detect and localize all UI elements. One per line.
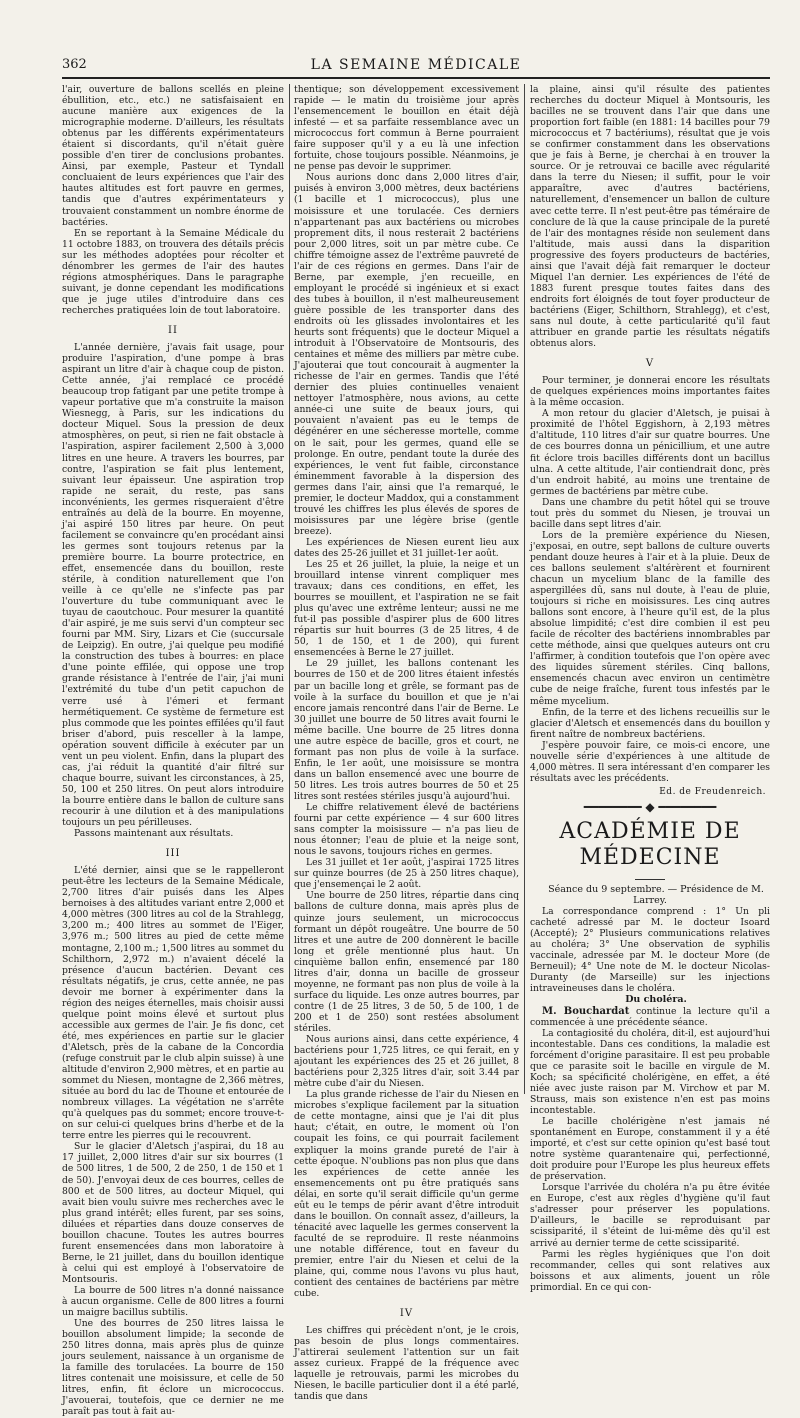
speaker-name: M. Bouchardat xyxy=(542,1005,630,1017)
paragraph: Le chiffre relativement élevé de bactériens fourni par cette expérience — 4 sur 600 litres sans compter la moisissure — n'a pas lieu de nous étonner; l'eau de pluie et la neige sont, nous le savons, toujours riches en germes. xyxy=(294,802,519,858)
paragraph: Les 25 et 26 juillet, la pluie, la neige et un brouillard intense vinrent compliquer mes travaux; dans ces conditions, en effet, les bourres se mouillent, et l'aspiration ne se fait plus qu'avec une extrême lenteur; aussi ne me fut-il pas possible d'aspirer plus de 600 litres répartis sur huit bourres (3 de 25 litres, 4 de 50, 1 de 150, et 1 de 200), qui furent ensemencées à Berne le 27 juillet. xyxy=(294,559,519,659)
column-3 xyxy=(530,84,770,1293)
section-heading: II xyxy=(168,324,178,336)
paragraph: A mon retour du glacier d'Aletsch, je puisai à proximité de l'hôtel Eggishorn, à 2,193 mètres d'altitude, 110 litres d'air sur quatre bourres. Une de ces bourres donna un pénicillium, et une autre fit éclore trois bacilles différents dont un bacillus ulna. A cette altitude, l'air contiendrait donc, près d'un endroit habité, au moins une trentaine de germes de bactériens par mètre cube. xyxy=(530,408,770,497)
paragraph-text: continue la lecture qu'il a commencée à une précédente séance. xyxy=(530,1005,770,1028)
title-rule xyxy=(635,879,665,880)
section-heading: V xyxy=(645,358,655,370)
paragraph: Le bacille cholérigène n'est jamais né spontanément en Europe, constamment il y a été importé, et c'est sur cette opinion qu'est basé tout notre système quarantenaire qui, perfectionné, doit produire pour l'Europe les plus heureux effets de préservation. xyxy=(530,1115,770,1183)
paragraph: Sur le glacier d'Aletsch j'aspirai, du 18 au 17 juillet, 2,000 litres d'air sur six bourres (1 de 500 litres, 1 de 500, 2 de 250, 1 de 150 et 1 de 50). J'envoyai deux de ces bourres, celles de 800 et de 500 litres, au docteur Miquel, qui avait bien voulu suivre mes recherches avec le plus grand intérêt; elles furent, par ses soins, diluées et réparties dans douze conserves de bouillon chacune. Toutes les autres bourres furent ensemencées dans mon laboratoire à Berne, le 21 juillet, dans du bouillon identique à celui qui est employé à l'observatoire de Montsouris. xyxy=(62,1141,284,1285)
session-line: Séance du 9 septembre. — Présidence de M. Larrey. xyxy=(548,884,764,907)
author-signature: Ed. de Freudenreich. xyxy=(659,786,766,797)
paragraph: La bourre de 500 litres n'a donné naissance à aucun organisme. Celle de 800 litres a fourni un maigre bacillus subtilis. xyxy=(62,1284,284,1319)
paragraph: Les expériences de Niesen eurent lieu aux dates des 25-26 juillet et 31 juillet-1er août. xyxy=(294,536,519,559)
paragraph: Lors de la première expérience du Niesen, j'exposai, en outre, sept ballons de culture ouverts pendant douze heures à l'air et à la pluie. Deux de ces ballons seulement s'altérèrent et fournirent chacun un mycelium blanc de la famille des aspergillées dû, sans nul doute, à l'eau de pluie, toujours si riche en moisissures. Les cinq autres ballons sont encore, à l'heure qu'il est, de la plus absolue limpidité; c'est dire combien il est peu facile de récolter des bactériens innombrables par cette méthode, ainsi que quelques auteurs ont cru l'affirmer, à condition toutefois que l'on opère avec des liquides sûrement stériles. Cinq ballons, ensemencés chacun avec environ un centimètre cube de neige fraîche, furent tous infestés par le même mycelium. xyxy=(530,529,770,707)
paragraph: la plaine, ainsi qu'il résulte des patientes recherches du docteur Miquel à Montsouris, les bacilles ne se trouvent dans l'air que dans une proportion fort faible (en 1881: 14 bacilles pour 79 micrococcus et 7 bactériums), résultat que je vois se confirmer constamment dans les observations que je fais à Berne, je cherchai à en trouver la source. Or je retrouvai ce bacille avec régularité dans la terre du Niesen; il suffit, pour le voir apparaître, avec d'autres bactériens, naturellement, d'ensemencer un ballon de culture avec cette terre. Il n'est peut-être pas téméraire de conclure de là que la cause principale de la pureté de l'air des montagnes réside non seulement dans l'altitude, mais aussi dans la disparition progressive des foyers producteurs de bactéries, ainsi que l'avait déjà fait remarquer le docteur Miquel l'an dernier. Les expériences de l'été de 1883 furent presque toutes faites dans des endroits fort éloignés de tout foyer producteur de bactériens (Eiger, Schilthorn, Strahlegg), et c'est, sans nul doute, à cette particularité qu'il faut attribuer en grande partie les résultats négatifs obtenus alors. xyxy=(530,84,770,350)
paragraph: L'année dernière, j'avais fait usage, pour produire l'aspiration, d'une pompe à bras aspirant un litre d'air à chaque coup de piston. Cette année, j'ai remplacé ce procédé beaucoup trop fatigant par une petite trompe à vapeur portative que m'a construite la maison Wiesnegg, à Paris, sur les indications du docteur Miquel. Sous la pression de deux atmosphères, on peut, si rien ne fait obstacle à l'aspiration, aspirer facilement 2,500 à 3,000 litres en une heure. A travers les bourres, par contre, l'aspiration se fait plus lentement, suivant leur épaisseur. Une aspiration trop rapide ne serait, du reste, pas sans inconvénients, les germes risqueraient d'être entraînés au delà de la bourre. En moyenne, j'ai aspiré 150 litres par heure. On peut facilement se convaincre qu'en procédant ainsi les germes sont toujours retenus par la première bourre. La bourre protectrice, en effet, ensemencée dans du bouillon, reste stérile, à condition naturellement que l'on veille à ce qu'elle ne s'infecte pas par l'ouverture du tube communiquant avec le tuyau de caoutchouc. Pour mesurer la quantité d'air aspiré, je me suis servi d'un compteur sec fourni par MM. Siry, Lizars et Cie (succursale de Leipzig). En outre, j'ai quelque peu modifié la construction des tubes à bourres: en place d'une pointe effilée, qui oppose une trop grande résistance à l'entrée de l'air, j'ai muni l'extrémité du tube d'un petit capuchon de verre usé à l'émeri et fermant hermétiquement. Ce système de fermeture est plus commode que les pointes effilées qu'il faut briser d'abord, puis resceller à la lampe, opération souvent difficile à exécuter par un vent un peu violent. Enfin, dans la plupart des cas, j'ai réduit la quantité d'air filtré sur chaque bourre, suivant les circonstances, à 25, 50, 100 et 250 litres. On peut alors introduire la bourre entière dans le ballon de culture sans recourir à une dilution et à des manipulations toujours un peu périlleuses. xyxy=(62,342,284,829)
ornament-divider: ━━━━━━━━ ◆ ━━━━━━━━ xyxy=(583,799,717,814)
paragraph: Pour terminer, je donnerai encore les résultats de quelques expériences moins importantes faites à la même occasion. xyxy=(530,375,770,409)
paragraph: Passons maintenant aux résultats. xyxy=(74,828,234,840)
paragraph: Nous aurions donc dans 2,000 litres d'air, puisés à environ 3,000 mètres, deux bactériens (1 bacille et 1 micrococcus), plus une moisissure et une torulacée. Ces derniers n'appartenant pas aux bactériens ou microbes proprement dits, il nous resterait 2 bactériens pour 2,000 litres, soit un par mètre cube. Ce chiffre témoigne assez de l'extrême pauvreté de l'air de ces régions en germes. Dans l'air de Berne, par exemple, j'en recueille, en employant le procédé si ingénieux et si exact des tubes à bouillon, il n'est malheureusement guère possible de les transporter dans des endroits où les glissades involontaires et les heurts sont fréquents) que le docteur Miquel a introduit à l'Observatoire de Montsouris, des centaines et même des milliers par mètre cube. J'ajouterai que tout concourait à augmenter la richesse de l'air en germes. Tandis que l'été dernier des pluies continuelles venaient nettoyer l'atmosphère, nous avions, au cette année-ci une suite de beaux jours, qui pouvaient n'avaient pas eu le temps de dégénérer en une sécheresse mortelle, comme on le sait, pour les germes, quand elle se prolonge. En outre, pendant toute la durée des expériences, le vent fut faible, circonstance éminemment favorable à la dispersion des germes dans l'air, ainsi que l'a remarqué, le premier, le docteur Maddox, qui a constamment trouvé les chiffres les plus élevés de spores de moisissures par une légère brise (gentle breeze). xyxy=(294,172,519,537)
paragraph: Parmi les règles hygiéniques que l'on doit recommander, celles qui sont relatives aux boissons et aux aliments, jouent un rôle primordial. En ce qui con- xyxy=(530,1248,770,1293)
paragraph: Lorsque l'arrivée du choléra n'a pu être évitée en Europe, c'est aux règles d'hygiène qu'il faut s'adresser pour préserver les populations. D'ailleurs, le bacille se reproduisant par scissiparité, il s'éteint de lui-même dès qu'il est arrivé au dernier terme de cette scissiparité. xyxy=(530,1182,770,1249)
column-2 xyxy=(294,84,519,1403)
paragraph: L'été dernier, ainsi que se le rappelleront peut-être les lecteurs de la Semaine Médicale, 2,700 litres d'air puisés dans les Alpes bernoises à des altitudes variant entre 2,000 et 4,000 mètres (300 litres au col de la Strahlegg, 3,200 m.; 400 litres au sommet de l'Eiger, 3,976 m.; 500 litres au pied de cette même montagne, 2,100 m.; 1,500 litres au sommet du Schilthorn, 2,972 m.) n'avaient décelé la présence d'aucun bactérien. Devant ces résultats négatifs, je crus, cette année, ne pas devoir me borner à expérimenter dans la région des neiges éternelles, mais choisir aussi quelque point moins élevé et surtout plus accessible aux germes de l'air. Je fis donc, cet été, mes expériences en partie sur le glacier d'Aletsch, près de la cabane de la Concordia (refuge construit par le club alpin suisse) à une altitude d'environ 2,900 mètres, et en partie au sommet du Niesen, montagne de 2,366 mètres, située au bord du lac de Thoune et entourée de nombreux villages. La végétation ne s'arrête qu'à quelques pas du sommet; encore trouve-t-on sur celui-ci quelques brins d'herbe et de la terre entre les pierres qui le recouvrent. xyxy=(62,865,284,1142)
subheading: Du choléra. xyxy=(625,994,687,1006)
page-header xyxy=(62,57,770,75)
column-separator-1 xyxy=(289,84,290,1094)
paragraph: La plus grande richesse de l'air du Niesen en microbes s'explique facilement par la situation de cette montagne, ainsi que je l'ai dit plus haut; c'était, en outre, le moment où l'on coupait les foins, ce qui pourrait facilement expliquer la moins grande pureté de l'air à cette époque. N'oublions pas non plus que dans les expériences de cette année les ensemencements ont pu être pratiqués sans délai, en sorte qu'il serait difficile qu'un germe eût eu le temps de périr avant d'être introduit dans le bouillon. On connaît assez, d'ailleurs, la ténacité avec laquelle les germes conservent la faculté de se reproduire. Il reste néanmoins une notable différence, tout en faveur du premier, entre l'air du Niesen et celui de la plaine, qui, comme nous l'avons vu plus haut, contient des centaines de bactériens par mètre cube. xyxy=(294,1089,519,1300)
paragraph: Une des bourres de 250 litres laissa le bouillon absolument limpide; la seconde de 250 litres donna, mais après plus de quinze jours seulement, naissance à un organisme de la famille des torulacées. La bourre de 150 litres contenait une moisissure, et celle de 50 litres, enfin, fit éclore un micrococcus. J'avouerai, toutefois, que ce dernier ne me paraît pas tout à fait au- xyxy=(62,1318,284,1418)
page-number: 362 xyxy=(62,57,87,72)
column-1 xyxy=(62,84,284,1418)
journal-title: LA SEMAINE MÉDICALE xyxy=(310,57,522,73)
paragraph: En se reportant à la Semaine Médicale du 11 octobre 1883, on trouvera des détails précis sur les méthodes adoptées pour récolter et dénombrer les germes de l'air des hautes régions atmosphériques. Dans le paragraphe suivant, je donne cependant les modifications que je juge utiles d'introduire dans ces recherches pratiquées loin de tout laboratoire. xyxy=(62,227,284,316)
paragraph: Dans une chambre du petit hôtel qui se trouve tout près du sommet du Niesen, je trouvai un bacille dans sept litres d'air. xyxy=(530,496,770,530)
paragraph: Enfin, de la terre et des lichens recueillis sur le glacier d'Aletsch et ensemencés dans du bouillon y firent naître de nombreux bactériens. xyxy=(530,706,770,740)
header-rule xyxy=(62,77,770,79)
paragraph: Le 29 juillet, les ballons contenant les bourres de 150 et de 200 litres étaient infestés par un bacille long et grêle, se formant pas de voile à la surface du bouillon et que je n'ai encore jamais rencontré dans l'air de Berne. Le 30 juillet une bourre de 50 litres avait fourni le même bacille. Une bourre de 25 litres donna une autre espèce de bacille, gros et court, ne formant pas non plus de voile à la surface. Enfin, le 1er août, une moisissure se montra dans un ballon ensemencé avec une bourre de 50 litres. Les trois autres bourres de 50 et 25 litres sont restées stériles jusqu'à aujourd'hui. xyxy=(294,658,519,802)
paragraph: Une bourre de 250 litres, répartie dans cinq ballons de culture donna, mais après plus de quinze jours seulement, un micrococcus formant un dépôt rougeâtre. Une bourre de 50 litres et une autre de 200 donnèrent le bacille long et grêle mentionné plus haut. Un cinquième ballon enfin, ensemencé par 180 litres d'air, donna un bacille de grosseur moyenne, ne formant pas non plus de voile à la surface du liquide. Les onze autres bourres, par contre (1 de 25 litres, 3 de 50, 5 de 100, 1 de 200 et 1 de 250) sont restées absolument stériles. xyxy=(294,890,519,1034)
section-title: ACADÉMIE DE MÉDECINE xyxy=(559,819,741,870)
paragraph: J'espère pouvoir faire, ce mois-ci encore, une nouvelle série d'expériences à une altitude de 4,000 mètres. Il sera intéressant d'en comparer les résultats avec les précédents. xyxy=(530,739,770,784)
section-heading: III xyxy=(165,848,181,860)
paragraph: Nous aurions ainsi, dans cette expérience, 4 bactériens pour 1,725 litres, ce qui ferait, en y ajoutant les expériences des 25 et 26 juillet, 8 bactériens pour 2,325 litres d'air, soit 3.44 par mètre cube d'air du Niesen. xyxy=(294,1034,519,1090)
paragraph: thentique; son développement excessivement rapide — le matin du troisième jour après l'ensemencement le bouillon en était déjà infesté — et sa parfaite ressemblance avec un micrococcus fort commun à Berne pourraient faire supposer qu'il y a eu là une infection fortuite, chose toujours possible. Néanmoins, je ne pense pas devoir le supprimer. xyxy=(294,84,519,173)
section-heading: IV xyxy=(399,1308,414,1320)
paragraph xyxy=(530,1006,770,1028)
paragraph: l'air, ouverture de ballons scellés en pleine ébullition, etc., etc.) ne satisfaisaient en aucune manière aux exigences de la micrographie moderne. D'ailleurs, les résultats obtenus par les différents expérimentateurs étaient si discordants, qu'il n'était guère possible d'en tirer de conclusions probantes. Ainsi, par exemple, Pasteur et Tyndall concluaient de leurs expériences que l'air des hautes altitudes est fort pauvre en germes, tandis que d'autres expérimentateurs y trouvaient constamment un nombre énorme de bactéries. xyxy=(62,84,284,228)
paragraph: Les 31 juillet et 1er août, j'aspirai 1725 litres sur quinze bourres (de 25 à 250 litres chaque), que j'ensemençai le 2 août. xyxy=(294,857,519,891)
paragraph: La contagiosité du choléra, dit-il, est aujourd'hui incontestable. Dans ces conditions, la maladie est forcément d'origine parasitaire. Il est peu probable que ce parasite soit le bacille en virgule de M. Koch; sa spécificité cholérigène, en effet, a été niée avec juste raison par M. Virchow et par M. Strauss, mais son existence n'en est pas moins incontestable. xyxy=(530,1027,770,1116)
column-separator-2 xyxy=(524,84,525,1094)
paragraph: Les chiffres qui précèdent n'ont, je le crois, pas besoin de plus longs commentaires. J'attirerai seulement l'attention sur un fait assez curieux. Frappé de la fréquence avec laquelle je retrouvais, parmi les microbes du Niesen, le bacille particulier dont il a été parlé, tandis que dans xyxy=(294,1325,519,1403)
paragraph: La correspondance comprend : 1° Un pli cacheté adressé par M. le docteur Isoard (Accepté); 2° Plusieurs communications relatives au choléra; 3° Une observation de syphilis vaccinale, adressée par M. le docteur More (de Berneuil); 4° Une note de M. le docteur Nicolas-Duranty (de Marseille) sur les injections intraveineuses dans le choléra. xyxy=(530,906,770,995)
